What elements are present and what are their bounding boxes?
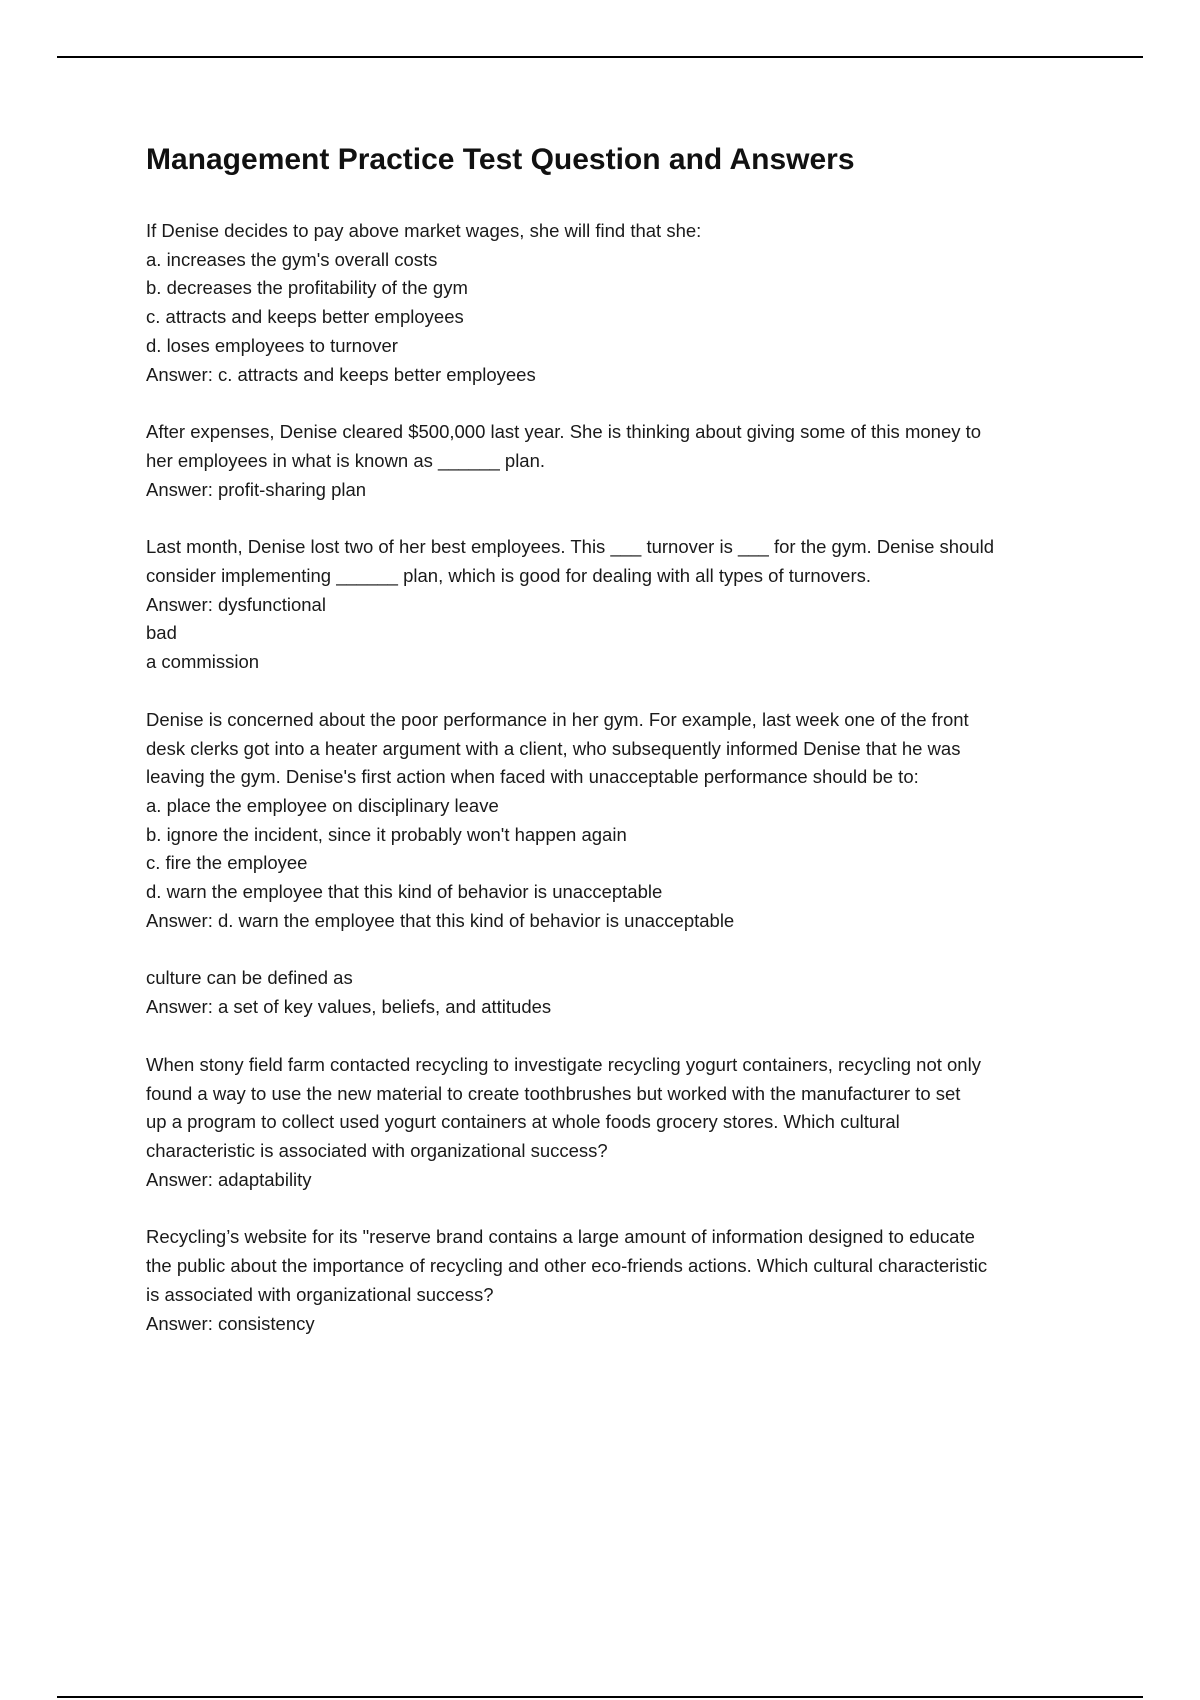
- page-title: Management Practice Test Question and Answers: [146, 143, 855, 176]
- question-text: Denise is concerned about the poor performance in her gym. For example, last week one of the front: [146, 708, 969, 730]
- qa-block-4: [146, 706, 1096, 936]
- answer-text: Answer: c. attracts and keeps better employees: [146, 363, 536, 385]
- question-text: up a program to collect used yogurt containers at whole foods grocery stores. Which cultural: [146, 1111, 900, 1133]
- option-a: a. increases the gym's overall costs: [146, 248, 438, 270]
- answer-text: bad: [146, 622, 177, 644]
- question-text: leaving the gym. Denise's first action when faced with unacceptable performance should be to:: [146, 766, 919, 788]
- question-text: desk clerks got into a heater argument with a client, who subsequently informed Denise that he was: [146, 737, 961, 759]
- question-text: characteristic is associated with organizational success?: [146, 1139, 608, 1161]
- option-d: d. warn the employee that this kind of behavior is unacceptable: [146, 881, 663, 903]
- question-text: Recycling’s website for its "reserve brand contains a large amount of information designed to educate: [146, 1226, 975, 1248]
- option-a: a. place the employee on disciplinary leave: [146, 794, 499, 816]
- question-text: her employees in what is known as ______ plan.: [146, 449, 546, 471]
- qa-block-5: [146, 964, 1096, 1021]
- qa-block-7: [146, 1223, 1096, 1338]
- option-b: b. decreases the profitability of the gym: [146, 277, 468, 299]
- option-b: b. ignore the incident, since it probably won't happen again: [146, 823, 627, 845]
- question-text: If Denise decides to pay above market wages, she will find that she:: [146, 220, 702, 241]
- question-text: is associated with organizational success?: [146, 1283, 494, 1305]
- qa-block-1: [146, 217, 1096, 389]
- question-text: culture can be defined as: [146, 967, 353, 989]
- answer-text: Answer: dysfunctional: [146, 593, 326, 615]
- question-text: the public about the importance of recycling and other eco-friends actions. Which cultural characteristic: [146, 1255, 988, 1277]
- answer-text: Answer: a set of key values, beliefs, and attitudes: [146, 996, 552, 1018]
- question-text: found a way to use the new material to create toothbrushes but worked with the manufacturer to set: [146, 1082, 961, 1104]
- qa-block-3: [146, 533, 1096, 677]
- document-page: [146, 140, 1096, 1367]
- answer-text: Answer: adaptability: [146, 1168, 312, 1190]
- qa-block-6: [146, 1051, 1096, 1195]
- qa-block-2: [146, 418, 1096, 504]
- top-rule: [57, 56, 1143, 58]
- option-c: c. fire the employee: [146, 852, 308, 874]
- bottom-rule: [57, 1696, 1143, 1698]
- answer-text: Answer: d. warn the employee that this kind of behavior is unacceptable: [146, 909, 735, 931]
- option-d: d. loses employees to turnover: [146, 334, 398, 356]
- answer-text: a commission: [146, 651, 260, 673]
- option-c: c. attracts and keeps better employees: [146, 306, 464, 328]
- answer-text: Answer: consistency: [146, 1312, 315, 1334]
- question-text: Last month, Denise lost two of her best employees. This ___ turnover is ___ for the gym. Denise should: [146, 536, 995, 558]
- question-text: When stony field farm contacted recycling to investigate recycling yogurt containers, recycling not only: [146, 1053, 981, 1075]
- question-text: After expenses, Denise cleared $500,000 last year. She is thinking about giving some of this money to: [146, 421, 982, 443]
- answer-text: Answer: profit-sharing plan: [146, 478, 367, 500]
- question-text: consider implementing ______ plan, which is good for dealing with all types of turnovers.: [146, 565, 871, 587]
